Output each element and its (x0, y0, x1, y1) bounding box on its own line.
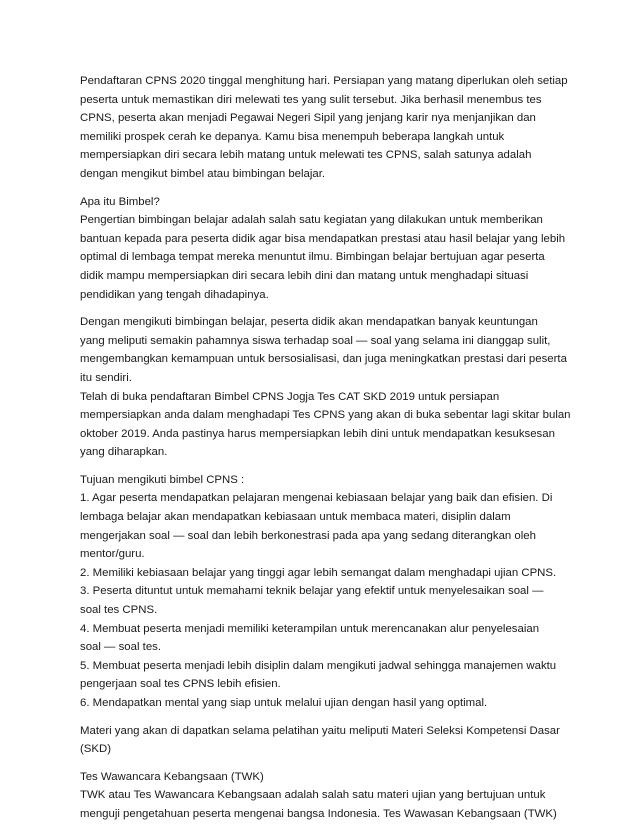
text-line: bantuan kepada para peserta didik agar bisa mendapatkan prestasi atau hasil belajar yang lebih (80, 232, 566, 245)
list-item-line: pengerjaan soal tes CPNS lebih efisien. (80, 678, 281, 691)
paragraph-apa-itu-bimbel (80, 193, 570, 305)
text-line: mengembangkan kemampuan untuk bersosialisasi, dan juga meningkatkan prestasi dari peserta (80, 353, 567, 366)
text-line: yang diharapkan. (80, 446, 168, 459)
list-item-line: mengerjakan soal — soal dan lebih berkonestrasi pada apa yang sedang diterangkan oleh (80, 529, 536, 542)
text-line: pendidikan yang tengah dihadapinya. (80, 288, 269, 301)
text-line: dengan mengikut bimbel atau bimbingan belajar. (80, 167, 326, 180)
text-line: TWK atau Tes Wawancara Kebangsaan adalah salah satu materi ujian yang bertujuan untuk (80, 789, 546, 802)
list-item-line: 5. Membuat peserta menjadi lebih disiplin dalam mengikuti jadwal sehingga manajemen waktu (80, 659, 557, 672)
text-line: mempersiapkan anda dalam menghadapi Tes CPNS yang akan di buka sebentar lagi skitar bulan (80, 409, 571, 422)
text-line: CPNS, peserta akan menjadi Pegawai Negeri Sipil yang jenjang karir nya menjanjikan dan (80, 112, 536, 125)
list-item-line: soal — soal tes. (80, 641, 162, 654)
text-line: menguji pengetahuan peserta mengenai bangsa Indonesia. Tes Wawasan Kebangsaan (TWK) (80, 807, 557, 820)
text-line: optimal di lembaga tempat mereka menuntut ilmu. Bimbingan belajar bertujuan agar peserta (80, 251, 545, 264)
text-line: Pendaftaran CPNS 2020 tinggal menghitung hari. Persiapan yang matang diperlukan oleh setiap (80, 75, 568, 87)
paragraph-twk (80, 768, 570, 824)
section-heading: Apa itu Bimbel? (80, 195, 160, 208)
text-line: yang meliputi semakin pahamnya siswa terhadap soal — soal yang selama ini dianggap sulit, (80, 334, 551, 347)
section-heading: Tes Wawancara Kebangsaan (TWK) (80, 770, 264, 783)
document-page (80, 72, 570, 833)
text-line: Materi yang akan di dapatkan selama pelatihan yaitu meliputi Materi Seleksi Kompetensi Dasar (80, 724, 560, 737)
text-line: Pengertian bimbingan belajar adalah salah satu kegiatan yang dilakukan untuk memberikan (80, 214, 543, 227)
list-item-line: 2. Memiliki kebiasaan belajar yang tinggi agar lebih semangat dalam menghadapi ujian CPNS. (80, 566, 557, 579)
paragraph-tujuan-list (80, 471, 570, 713)
list-item-line: mentor/guru. (80, 548, 145, 561)
list-item-line: 3. Peserta dituntut untuk memahami teknik belajar yang efektif untuk menyelesaikan soal — (80, 585, 544, 598)
text-line: didik mampu mempersiapkan diri secara lebih dini dan matang untuk menghadapi situasi (80, 269, 529, 282)
list-item-line: 4. Membuat peserta menjadi memiliki keterampilan untuk merencanakan alur penyelesaian (80, 622, 540, 635)
list-item-line: 1. Agar peserta mendapatkan pelajaran mengenai kebiasaan belajar yang baik dan efisien. Di (80, 492, 553, 505)
text-line: Dengan mengikuti bimbingan belajar, peserta didik akan mendapatkan banyak keuntungan (80, 316, 538, 329)
list-item-line: soal tes CPNS. (80, 604, 158, 617)
list-item-line: 6. Mendapatkan mental yang siap untuk melalui ujian dengan hasil yang optimal. (80, 697, 488, 709)
section-heading: Tujuan mengikuti bimbel CPNS : (80, 473, 245, 486)
paragraph-keuntungan (80, 313, 570, 462)
list-item-line: lembaga belajar akan mendapatkan kebiasaan untuk membaca materi, disiplin dalam (80, 511, 511, 524)
text-line: Telah di buka pendaftaran Bimbel CPNS Jogja Tes CAT SKD 2019 untuk persiapan (80, 390, 500, 403)
text-line: memiliki prospek cerah ke depanya. Kamu bisa menempuh beberapa langkah untuk (80, 130, 505, 143)
text-line: itu sendiri. (80, 371, 132, 384)
text-line: (SKD) (80, 743, 112, 756)
text-line: peserta untuk memastikan diri melewati tes yang sulit tersebut. Jika berhasil menembus tes (80, 93, 542, 106)
paragraph-intro (80, 72, 570, 184)
text-line: oktober 2019. Anda pastinya harus mempersiapkan lebih dini untuk mendapatkan kesuksesan (80, 427, 555, 440)
text-line: mempersiapkan diri secara lebih matang untuk melewati tes CPNS, salah satunya adalah (80, 149, 532, 162)
paragraph-materi (80, 722, 570, 759)
